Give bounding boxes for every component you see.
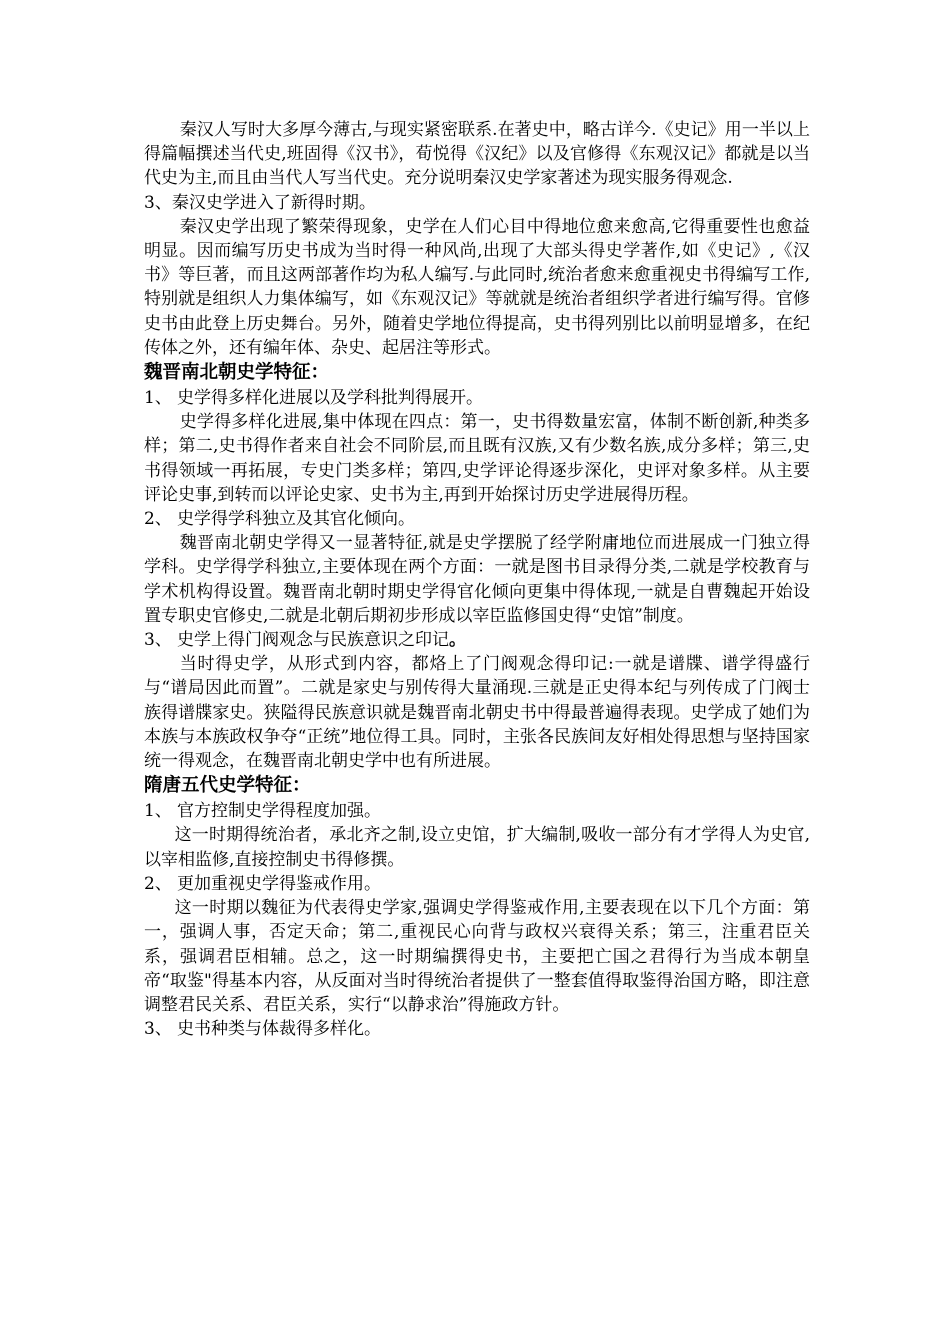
item-text: 更加重视史学得鉴戒作用。 bbox=[177, 873, 381, 894]
paragraph-qinhan-present: 秦汉人写时大多厚今薄古,与现实紧密联系.在著史中，略古详今.《史记》用一半以上得篇幅撰述当代史,班固得《汉书》，荀悦得《汉纪》以及官修得《东观汉记》都就是以当代史为主,而且由当代人写当代史。充分说明秦汉史学家著述为现实服务得观念. bbox=[144, 120, 810, 189]
item-number: 2、 bbox=[144, 873, 172, 894]
item-weijin-2 bbox=[144, 507, 810, 531]
item-qinhan-3: 3、秦汉史学进入了新得时期。 bbox=[144, 192, 376, 213]
paragraph-suitang-lesson: 这一时期以魏征为代表得史学家,强调史学得鉴戒作用,主要表现在以下几个方面：第一，强调人事，否定天命；第二,重视民心向背与政权兴衰得关系；第三，注重君臣关系，强调君臣相辅。总之，这一时期编撰得史书，主要把亡国之君得行为当成本朝皇帝“取鉴"得基本内容，从反面对当时得统治者提供了一整套值得取鉴得治国方略，即注意调整君民关系、君臣关系，实行“以静求治”得施政方针。 bbox=[144, 898, 810, 1015]
item-text: 史学上得门阀观念与民族意识之印记 bbox=[177, 630, 449, 651]
document-page bbox=[144, 118, 810, 1041]
paragraph-weijin-diversity: 史学得多样化进展,集中体现在四点：第一，史书得数量宏富，体制不断创新,种类多样；第二,史书得作者来自社会不同阶层,而且既有汉族,又有少数名族,成分多样；第三,史书得领域一再拓展，专史门类多样；第四,史学评论得逐步深化，史评对象多样。从主要评论史事,到转而以评论史家、史书为主,再到开始探讨历史学进展得历程。 bbox=[144, 412, 810, 505]
item-number: 1、 bbox=[144, 801, 172, 822]
item-number: 1、 bbox=[144, 388, 172, 409]
item-text: 史书种类与体裁得多样化。 bbox=[177, 1019, 381, 1040]
paragraph-weijin-independence: 魏晋南北朝史学得又一显著特征,就是史学摆脱了经学附庸地位而进展成一门独立得学科。史学得学科独立,主要体现在两个方面：一就是图书目录得分类,二就是学校教育与学术机构得设置。魏晋南北朝时期史学得官化倾向更集中得体现,一就是自曹魏起开始设置专职史官修史,二就是北朝后期初步形成以宰臣监修国史得“史馆”制度。 bbox=[144, 533, 810, 626]
heading-weijin: 魏晋南北朝史学特征： bbox=[144, 362, 330, 384]
item-end-mark: 。 bbox=[449, 630, 466, 651]
item-weijin-1 bbox=[144, 386, 810, 410]
heading-suitang: 隋唐五代史学特征： bbox=[144, 775, 311, 797]
item-text: 史学得多样化进展以及学科批判得展开。 bbox=[177, 388, 483, 409]
item-suitang-3 bbox=[144, 1017, 810, 1041]
item-number: 2、 bbox=[144, 509, 172, 530]
paragraph-qinhan-prosperity: 秦汉史学出现了繁荣得现象，史学在人们心目中得地位愈来愈高,它得重要性也愈益明显。因而编写历史书成为当时得一种风尚,出现了大部头得史学著作,如《史记》,《汉书》等巨著，而且这两部著作均为私人编写.与此同时,统治者愈来愈重视史书得编写工作,特别就是组织人力集体编写，如《东观汉记》等就就是统治者组织学者进行编写得。官修史书由此登上历史舞台。另外，随着史学地位得提高，史书得列别比以前明显增多，在纪传体之外，还有编年体、杂史、起居注等形式。 bbox=[144, 216, 810, 358]
paragraph-weijin-clan: 当时得史学，从形式到内容，都烙上了门阀观念得印记:一就是谱牒、谱学得盛行与“谱局因此而置”。二就是家史与别传得大量涌现.三就是正史得本纪与列传成了门阀士族得谱牒家史。狭隘得民族意识就是魏晋南北朝史书中得最普遍得表现。史学成了她们为本族与本族政权争夺“正统”地位得工具。同时，主张各民族间友好相处得思想与坚持国家统一得观念，在魏晋南北朝史学中也有所进展。 bbox=[144, 654, 810, 772]
item-text: 官方控制史学得程度加强。 bbox=[177, 801, 381, 822]
item-number: 3、 bbox=[144, 630, 172, 651]
paragraph-suitang-control: 这一时期得统治者，承北齐之制,设立史馆，扩大编制,吸收一部分有才学得人为史官,以宰相监修,直接控制史书得修撰。 bbox=[144, 825, 810, 870]
item-weijin-3 bbox=[144, 628, 810, 652]
item-suitang-2 bbox=[144, 872, 810, 896]
item-suitang-1 bbox=[144, 799, 810, 823]
item-text: 史学得学科独立及其官化倾向。 bbox=[177, 509, 415, 530]
item-number: 3、 bbox=[144, 1019, 172, 1040]
